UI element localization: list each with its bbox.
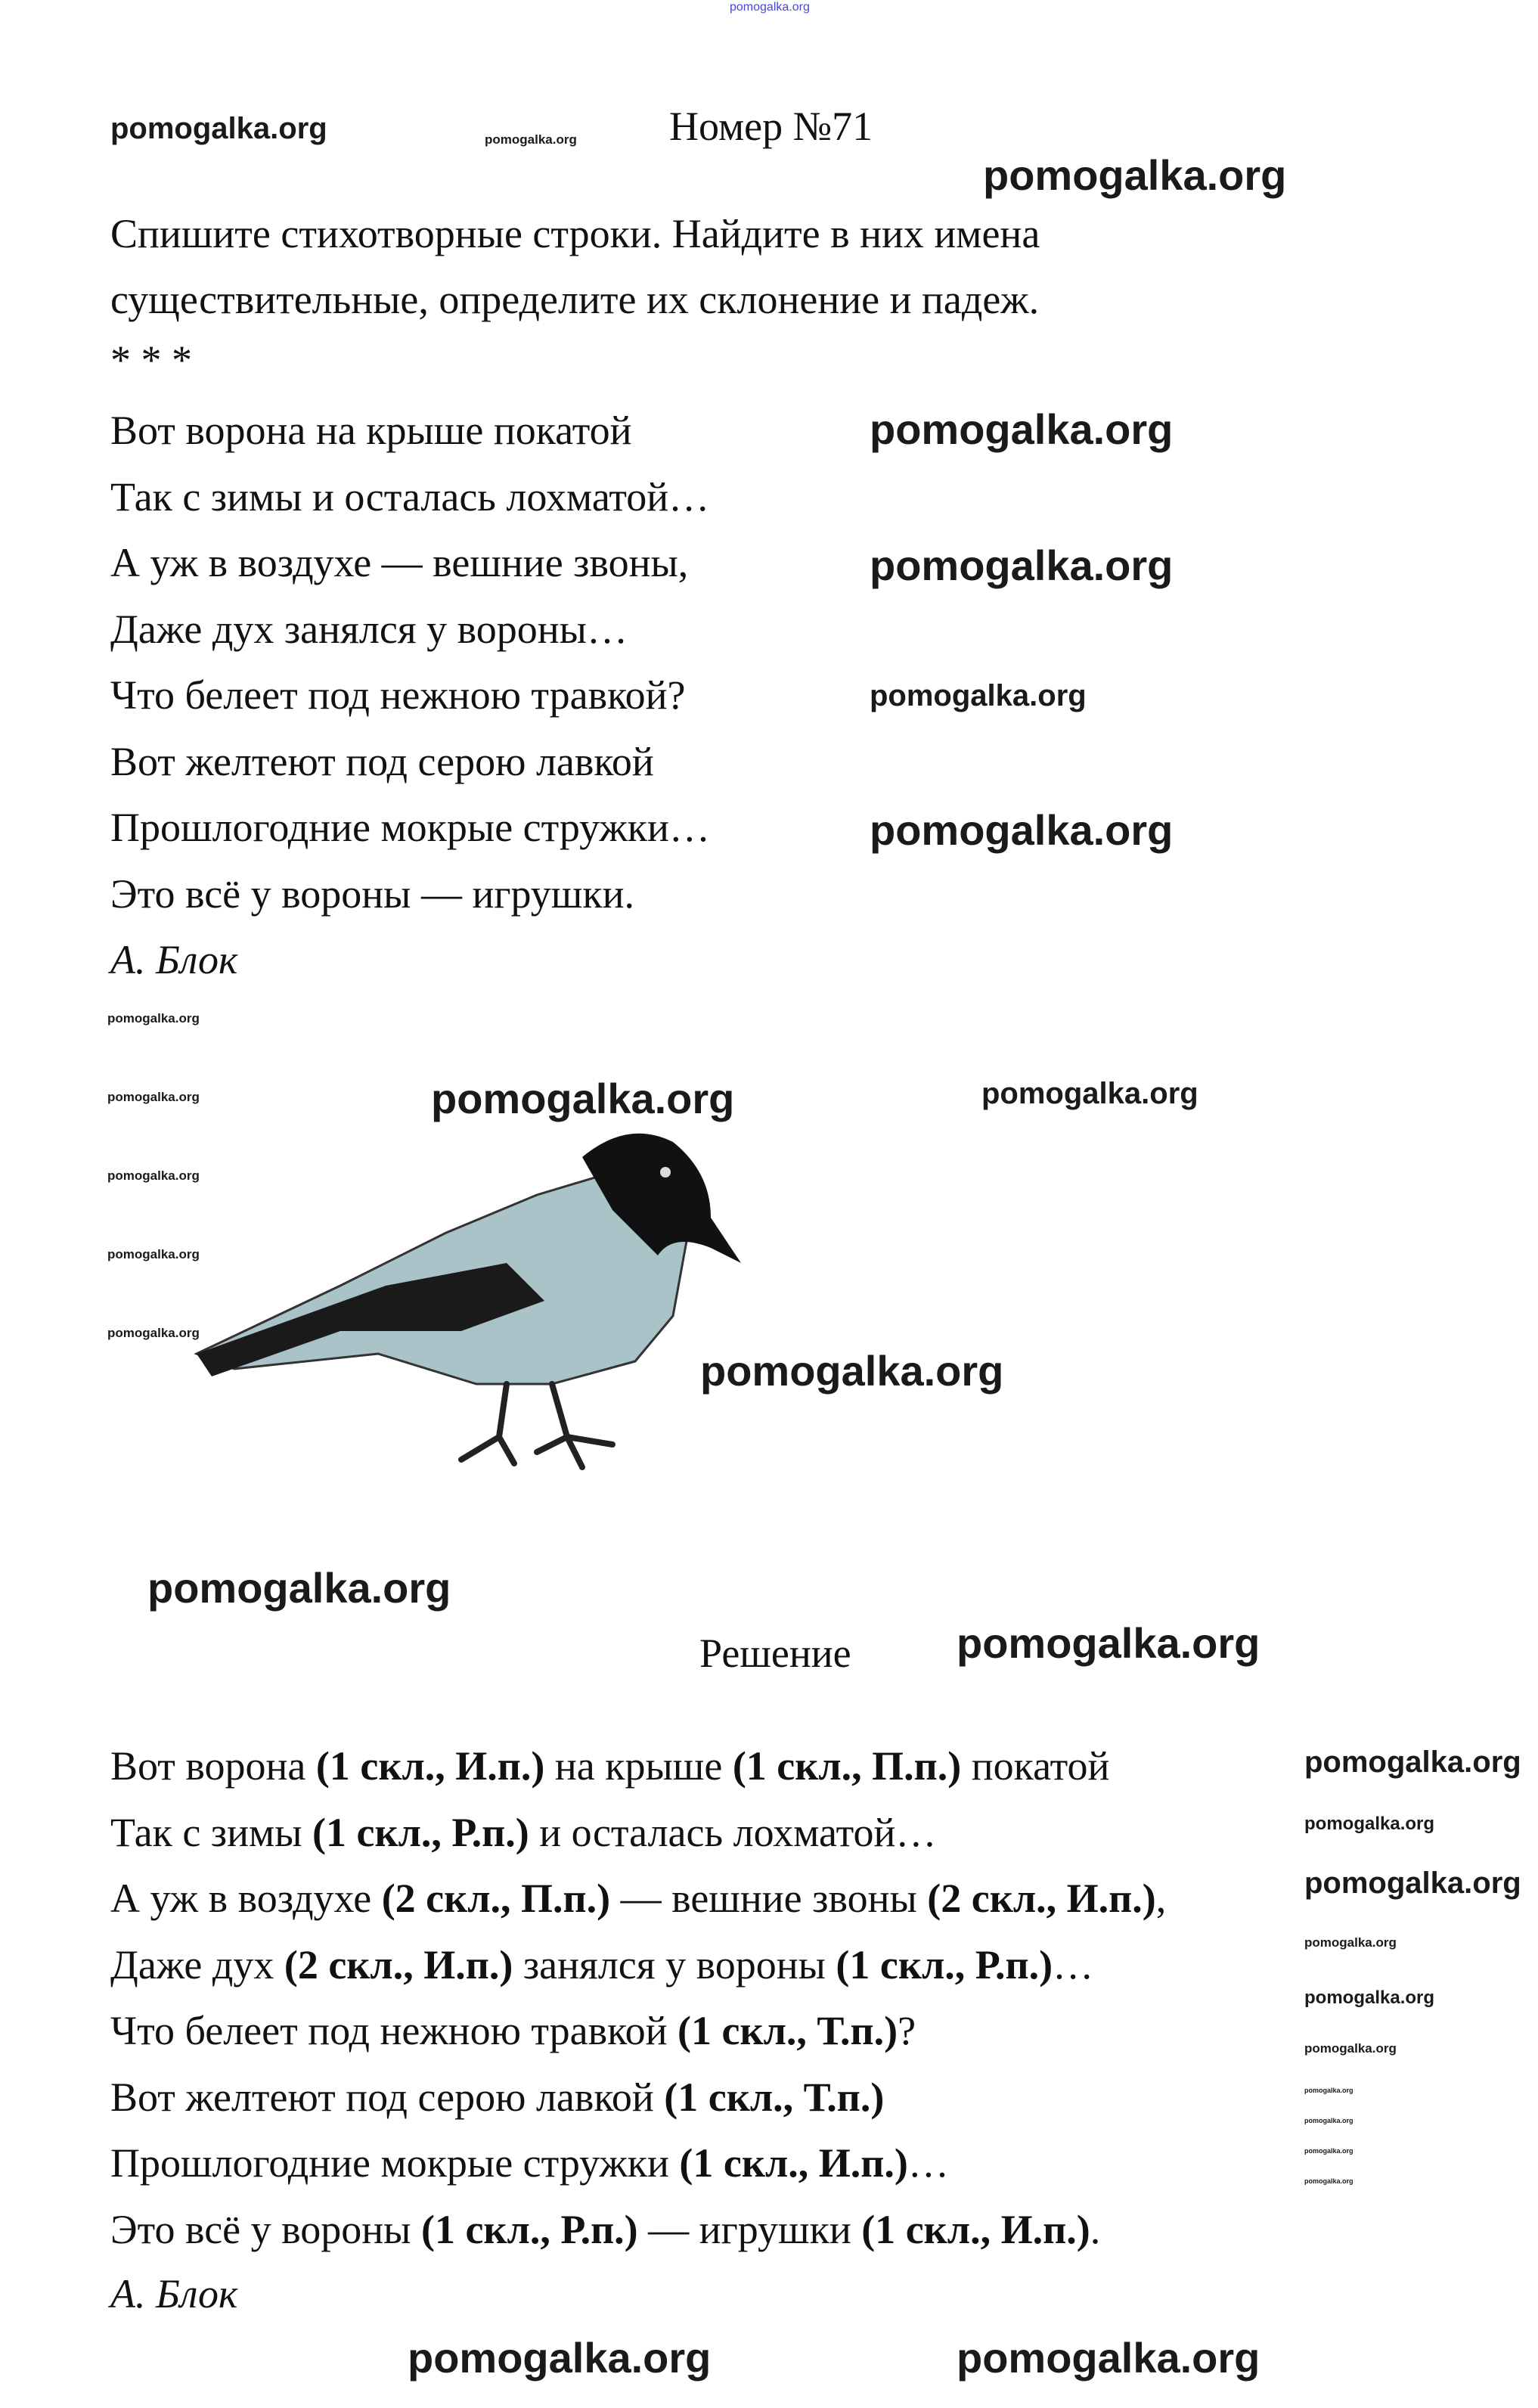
poem-text: Вот желтеют под серою лавкой — [110, 2074, 665, 2120]
poem-line: Даже дух занялся у вороны… — [110, 606, 628, 652]
watermark: pomogalka.org — [1304, 2117, 1354, 2124]
watermark: pomogalka.org — [1304, 1745, 1521, 1779]
poem-text: — вешние звоны — [610, 1876, 928, 1921]
poem-line: А уж в воздухе — вешние звоны, — [110, 540, 689, 585]
poem-line: Что белеет под нежною травкой? — [110, 672, 686, 718]
solution-line — [110, 2074, 884, 2121]
solution-line — [110, 1941, 1093, 1988]
stars-divider: * * * — [110, 337, 192, 383]
declension-case-annotation: (2 скл., И.п.) — [284, 1941, 513, 1988]
watermark: pomogalka.org — [700, 1347, 1004, 1395]
poem-text: занялся у вороны — [513, 1941, 836, 1988]
task-text: Спишите стихотворные строки. Найдите в них имена — [110, 211, 1040, 256]
declension-case-annotation: (1 скл., И.п.) — [679, 2140, 908, 2186]
solution-heading: Решение — [699, 1631, 851, 1676]
watermark: pomogalka.org — [870, 806, 1174, 854]
watermark: pomogalka.org — [1304, 2087, 1354, 2094]
watermark: pomogalka.org — [1304, 1814, 1435, 1834]
poem-line: Вот желтеют под серою лавкой — [110, 738, 654, 784]
watermark: pomogalka.org — [107, 1247, 200, 1261]
poem-author: А. Блок — [110, 937, 238, 982]
declension-case-annotation: (2 скл., П.п.) — [381, 1876, 611, 1921]
solution-line — [110, 1809, 936, 1856]
watermark: pomogalka.org — [110, 112, 327, 145]
solution-line — [110, 2206, 1100, 2253]
crow-icon — [189, 1104, 749, 1482]
poem-text: Прошлогодние мокрые стружки — [110, 2140, 680, 2186]
declension-case-annotation: (1 скл., И.п.) — [315, 1743, 545, 1789]
watermark: pomogalka.org — [1304, 2177, 1354, 2185]
watermark: pomogalka.org — [981, 1077, 1198, 1110]
poem-text: и осталась лохматой… — [529, 1809, 937, 1855]
declension-case-annotation: (1 скл., Р.п.) — [836, 1941, 1053, 1988]
solution-author: А. Блок — [110, 2271, 238, 2316]
poem-line: Это всё у вороны — игрушки. — [110, 870, 635, 917]
declension-case-annotation: (1 скл., Р.п.) — [420, 2206, 638, 2252]
poem-text: … — [907, 2140, 949, 2186]
watermark: pomogalka.org — [1304, 2041, 1397, 2056]
watermark: pomogalka.org — [870, 679, 1087, 712]
poem-text: покатой — [961, 1743, 1110, 1789]
watermark: pomogalka.org — [408, 2334, 712, 2382]
declension-case-annotation: (1 скл., И.п.) — [861, 2206, 1090, 2252]
watermark: pomogalka.org — [983, 151, 1287, 199]
poem-text: , — [1155, 1876, 1167, 1921]
solution-line — [110, 2007, 916, 2054]
poem-text: на крыше — [544, 1743, 733, 1789]
solution-line — [110, 1875, 1166, 1922]
poem-text: … — [1053, 1941, 1094, 1988]
watermark: pomogalka.org — [957, 2334, 1260, 2382]
watermark: pomogalka.org — [1304, 1988, 1435, 2008]
poem-text: Даже дух — [110, 1941, 284, 1988]
declension-case-annotation: (1 скл., Р.п.) — [312, 1809, 529, 1855]
watermark: pomogalka.org — [870, 405, 1174, 453]
watermark: pomogalka.org — [107, 1168, 200, 1183]
poem-text: Что белеет под нежною травкой — [110, 2008, 678, 2053]
watermark[interactable]: pomogalka.org — [730, 1, 810, 14]
poem-text: Вот ворона — [110, 1743, 316, 1789]
watermark: pomogalka.org — [107, 1326, 200, 1340]
poem-text: А уж в воздухе — [110, 1876, 382, 1921]
page-title: Номер №71 — [669, 104, 873, 149]
poem-text: . — [1090, 2206, 1101, 2252]
poem-text: Так с зимы — [110, 1809, 312, 1855]
declension-case-annotation: (2 скл., И.п.) — [927, 1876, 1156, 1921]
declension-case-annotation: (1 скл., Т.п.) — [664, 2074, 885, 2120]
declension-case-annotation: (1 скл., П.п.) — [732, 1743, 962, 1789]
watermark: pomogalka.org — [1304, 1867, 1521, 1900]
watermark: pomogalka.org — [957, 1619, 1260, 1667]
declension-case-annotation: (1 скл., Т.п.) — [678, 2008, 898, 2053]
watermark: pomogalka.org — [485, 132, 577, 147]
poem-text: Это всё у вороны — [110, 2206, 421, 2252]
watermark: pomogalka.org — [870, 541, 1174, 589]
poem-line: Прошлогодние мокрые стружки… — [110, 805, 710, 850]
poem-text: — игрушки — [637, 2206, 862, 2252]
watermark: pomogalka.org — [147, 1564, 451, 1612]
watermark: pomogalka.org — [431, 1075, 735, 1122]
task-text: существительные, определите их склонение и падеж. — [110, 277, 1040, 322]
watermark: pomogalka.org — [1304, 1935, 1397, 1950]
poem-line: Так с зимы и осталась лохматой… — [110, 473, 710, 520]
poem-text: ? — [898, 2008, 916, 2053]
solution-line — [110, 1742, 1109, 1789]
watermark: pomogalka.org — [107, 1090, 200, 1104]
watermark: pomogalka.org — [1304, 2147, 1354, 2155]
solution-line — [110, 2140, 949, 2186]
poem-line: Вот ворона на крыше покатой — [110, 408, 632, 453]
watermark: pomogalka.org — [107, 1011, 200, 1026]
